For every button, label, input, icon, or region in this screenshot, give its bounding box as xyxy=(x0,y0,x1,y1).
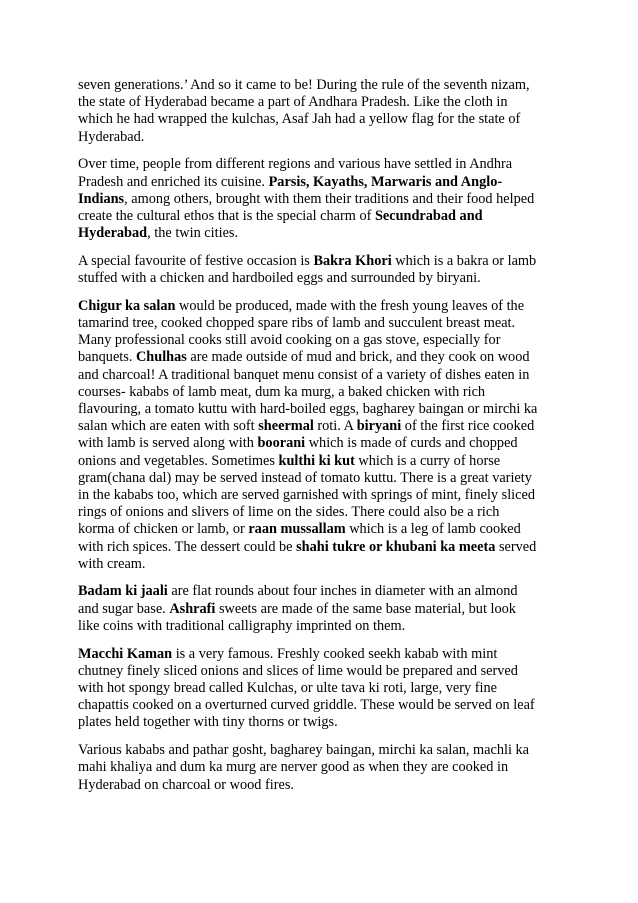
paragraph-kababs xyxy=(78,742,560,794)
text-line xyxy=(78,77,560,94)
text-run: sweets are made of the same base material, but look xyxy=(215,600,516,617)
bold-term: Badam ki jaali xyxy=(78,583,168,600)
text-line xyxy=(78,129,560,146)
bold-term: shahi tukre or khubani ka meeta xyxy=(296,538,496,555)
paragraph-banquet xyxy=(78,298,560,573)
text-run: Various kababs and pathar gosht, bagharey baingan, mirchi ka salan, machli ka xyxy=(78,742,530,759)
text-run: A special favourite of festive occasion is xyxy=(78,252,314,269)
text-line xyxy=(78,94,560,111)
text-run: served xyxy=(495,538,537,555)
text-run: which is a leg of lamb cooked xyxy=(345,521,521,538)
bold-term: Secundrabad and xyxy=(374,207,483,224)
bold-term: kulthi ki kut xyxy=(278,452,355,469)
text-run: which is made of curds and chopped xyxy=(305,435,518,452)
text-run: Over time, people from different regions and various have settled in Andhra xyxy=(78,156,513,173)
text-run: like coins with traditional calligraphy imprinted on them. xyxy=(78,617,406,634)
text-line xyxy=(78,225,560,242)
text-line xyxy=(78,253,560,270)
text-run: of the first rice cooked xyxy=(401,418,535,435)
bold-term: biryani xyxy=(356,418,402,435)
bold-term: Parsis, Kayaths, Marwaris and Anglo- xyxy=(268,173,503,190)
text-run: with hot spongy bread called Kulchas, or ulte tava ki roti, large, very fine xyxy=(78,680,497,696)
text-run: rings of onions and slivers of lime on the sides. There could also be a rich xyxy=(78,504,500,521)
text-line xyxy=(78,759,560,776)
bold-term: Chigur ka salan xyxy=(78,297,176,314)
text-run: the state of Hyderabad became a part of Andhara Pradesh. Like the cloth in xyxy=(78,94,508,111)
text-line xyxy=(78,332,560,349)
paragraph-bakra-khori xyxy=(78,253,560,287)
text-run: is a very famous. Freshly cooked seekh kabab with mint xyxy=(172,645,498,662)
text-line xyxy=(78,418,560,435)
text-line xyxy=(78,487,560,504)
text-line xyxy=(78,601,560,618)
text-line xyxy=(78,556,560,573)
text-line xyxy=(78,315,560,332)
text-run: and charcoal! A traditional banquet menu consist of a variety of dishes eaten in xyxy=(78,366,530,383)
text-line xyxy=(78,742,560,759)
bold-term: sheermal xyxy=(258,418,314,435)
text-line xyxy=(78,111,560,128)
text-line xyxy=(78,521,560,538)
text-run: in the kababs too, which are served garnished with springs of mint, finely sliced xyxy=(78,486,535,503)
bold-term: Bakra Khori xyxy=(313,252,392,269)
text-run: tamarind tree, cooked chopped spare ribs of lamb and succulent breast meat. xyxy=(78,314,516,331)
bold-term: Hyderabad xyxy=(78,225,148,242)
text-run: which he had wrapped the kulchas, Asaf Jah had a yellow flag for the state of xyxy=(78,111,521,128)
bold-term: Ashrafi xyxy=(169,600,216,617)
text-run: Hyderabad on charcoal or wood fires. xyxy=(78,776,294,793)
bold-term: Chulhas xyxy=(135,349,187,366)
bold-term: Indians xyxy=(78,190,125,207)
text-line xyxy=(78,298,560,315)
text-line xyxy=(78,435,560,452)
text-run: chapattis cooked on a overturned curved griddle. These would be served on leaf xyxy=(78,697,535,714)
text-line xyxy=(78,470,560,487)
text-line xyxy=(78,191,560,208)
text-line xyxy=(78,208,560,225)
text-line xyxy=(78,697,560,714)
text-line xyxy=(78,504,560,521)
paragraph-cultures xyxy=(78,156,560,242)
text-run: are made outside of mud and brick, and they cook on wood xyxy=(186,349,530,366)
text-line xyxy=(78,270,560,287)
document-page xyxy=(78,77,560,804)
text-line xyxy=(78,367,560,384)
text-run: Pradesh and enriched its cuisine. xyxy=(78,173,269,190)
text-run: Many professional cooks still avoid cooking on a gas stove, especially for xyxy=(78,332,501,349)
text-run: which is a bakra or lamb xyxy=(391,252,537,269)
text-run: onions and vegetables. Sometimes xyxy=(78,452,279,469)
text-line xyxy=(78,618,560,635)
text-run: gram(chana dal) may be served instead of tomato kuttu. There is a great variety xyxy=(78,469,532,486)
bold-term: boorani xyxy=(257,435,306,452)
text-line xyxy=(78,777,560,794)
text-line xyxy=(78,680,560,697)
text-run: , the twin cities. xyxy=(147,225,239,242)
text-run: chutney finely sliced onions and slices of lime would be prepared and served xyxy=(78,662,518,679)
text-line xyxy=(78,384,560,401)
text-run: which is a curry of horse xyxy=(354,452,501,469)
text-run: with cream. xyxy=(78,555,146,572)
text-line xyxy=(78,349,560,366)
text-line xyxy=(78,714,560,731)
text-run: and sugar base. xyxy=(78,600,170,617)
text-run: mahi khaliya and dum ka murg are nerver good as when they are cooked in xyxy=(78,759,509,776)
text-run: Hyderabad. xyxy=(78,128,145,145)
text-line xyxy=(78,583,560,600)
bold-term: Macchi Kaman xyxy=(78,645,173,662)
text-run: seven generations.’ And so it came to be! During the rule of the seventh nizam, xyxy=(78,77,530,93)
text-run: with lamb is served along with xyxy=(78,435,258,452)
text-run: courses- kababs of lamb meat, dum ka murg, a baked chicken with rich xyxy=(78,383,486,400)
text-line xyxy=(78,401,560,418)
text-run: would be produced, made with the fresh young leaves of the xyxy=(175,297,525,314)
paragraph-sweets xyxy=(78,583,560,635)
text-line xyxy=(78,174,560,191)
text-run: are flat rounds about four inches in diameter with an almond xyxy=(167,583,518,600)
text-run: , among others, brought with them their traditions and their food helped xyxy=(124,190,535,207)
paragraph-nizam xyxy=(78,77,560,146)
text-line xyxy=(78,646,560,663)
text-line xyxy=(78,453,560,470)
bold-term: raan mussallam xyxy=(248,521,346,538)
text-run: plates held together with tiny thorns or twigs. xyxy=(78,714,338,731)
text-run: banquets. xyxy=(78,349,136,366)
text-line xyxy=(78,663,560,680)
text-run: salan which are eaten with soft xyxy=(78,418,259,435)
paragraph-macchi-kaman xyxy=(78,646,560,732)
text-run: korma of chicken or lamb, or xyxy=(78,521,249,538)
text-run: create the cultural ethos that is the special charm of xyxy=(78,207,375,224)
text-line xyxy=(78,156,560,173)
text-run: roti. A xyxy=(313,418,357,435)
text-line xyxy=(78,539,560,556)
text-run: with rich spices. The dessert could be xyxy=(78,538,297,555)
text-run: stuffed with a chicken and hardboiled eggs and surrounded by biryani. xyxy=(78,270,481,287)
text-run: flavouring, a tomato kuttu with hard-boiled eggs, bagharey baingan or mirchi ka xyxy=(78,400,538,417)
